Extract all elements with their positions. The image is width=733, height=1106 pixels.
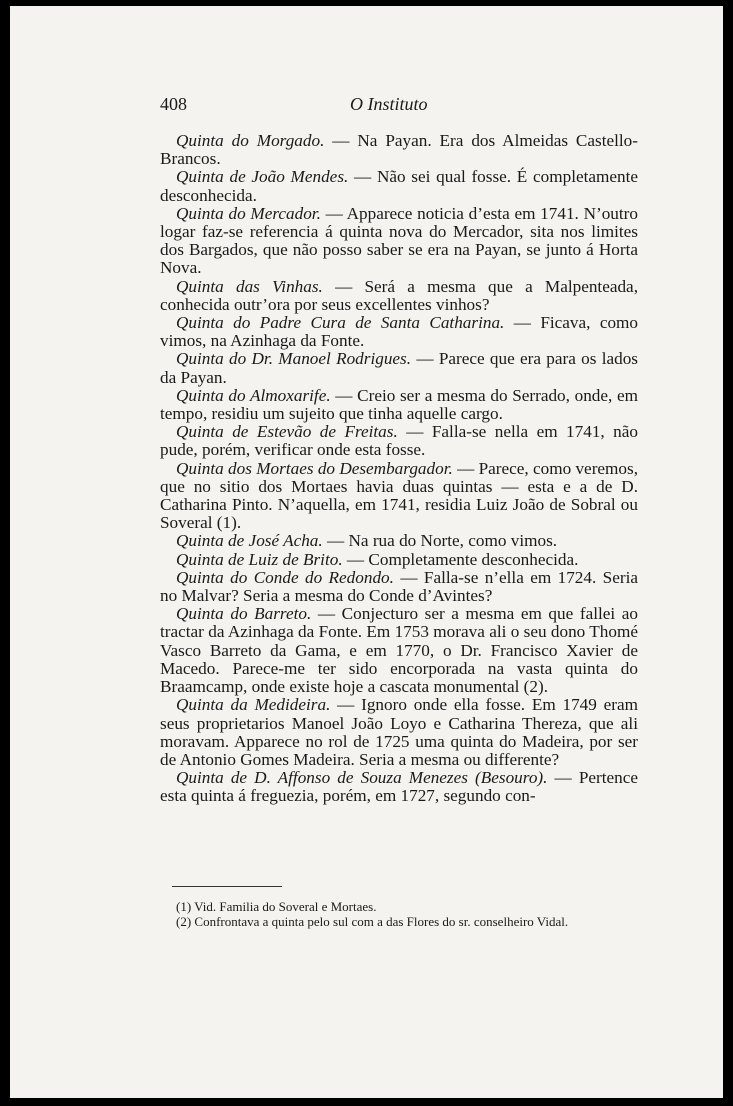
entry-text: — Será a mesma que a Malpenteada, conhecida outr’ora por seus excellentes vinhos?: [160, 276, 638, 314]
entry-text: — Falla-se nella em 1741, não pude, porém, verificar onde esta fosse.: [160, 422, 638, 460]
entry-text: — Na rua do Norte, como vimos.: [322, 531, 558, 551]
entry-quinta-do-conde-do-redondo: [160, 569, 638, 605]
entry-quinta-dos-mortaes: [160, 460, 638, 533]
entry-quinta-das-vinhas: [160, 278, 638, 314]
body-text: [160, 132, 638, 806]
footnote-2: (2) Confrontava a quinta pelo sul com a das Flores do sr. conselheiro Vidal.: [176, 914, 569, 929]
entry-name: Quinta de Estevão de Freitas.: [176, 422, 398, 442]
entry-name: Quinta do Morgado.: [176, 131, 325, 150]
entry-quinta-de-joao-mendes: [160, 168, 638, 204]
entry-quinta-de-luiz-de-brito: [160, 551, 638, 569]
entry-text: — Ficava, como vimos, na Azinhaga da Fonte.: [160, 313, 639, 351]
entry-quinta-do-almoxarife: [160, 387, 638, 423]
page-number: 408: [160, 94, 187, 114]
entry-name: Quinta do Dr. Manoel Rodrigues.: [176, 349, 412, 369]
entry-quinta-da-medideira: [160, 696, 638, 769]
entry-quinta-de-jose-acha: [160, 532, 638, 550]
entry-quinta-de-d-affonso: [160, 769, 638, 805]
entry-quinta-de-estevao-de-freitas: [160, 423, 638, 459]
entry-quinta-do-barreto: [160, 605, 638, 696]
entry-name: Quinta de João Mendes.: [176, 167, 349, 187]
book-page: [10, 6, 723, 1098]
footnote-divider: [172, 886, 282, 887]
footnotes: [160, 899, 638, 929]
entry-text: — Parece, como veremos, que no sitio dos Mortaes havia duas quintas — esta e a de D. Catharina Pinto. N’aquella, em 1741, residia Luiz João de Sobral ou Soveral (1).: [160, 458, 638, 533]
entry-quinta-do-mercador: [160, 205, 638, 278]
page-header: [160, 94, 640, 120]
entry-name: Quinta de D. Affonso de Souza Menezes (Besouro).: [176, 768, 548, 788]
entry-text: — Na Payan. Era dos Almeidas Castello-Brancos.: [160, 131, 638, 169]
entry-name: Quinta do Conde do Redondo.: [176, 567, 394, 587]
entry-name: Quinta de Luiz de Brito.: [176, 549, 343, 569]
entry-name: Quinta do Mercador.: [176, 203, 321, 223]
entry-text: — Completamente desconhecida.: [342, 549, 579, 569]
entry-text: — Conjecturo ser a mesma em que fallei ao tractar da Azinhaga da Fonte. Em 1753 morava ali o seu dono Thomé Vasco Barreto da Gama, e em 1770, o Dr. Francisco Xavier de Macedo. Parece-me ter sido encorporada na vasta quinta do Braamcamp, onde existe hoje a cascata monumental (2).: [160, 604, 638, 697]
entry-name: Quinta do Barreto.: [176, 604, 312, 624]
entry-text: — Creio ser a mesma do Serrado, onde, em tempo, residiu um sujeito que tinha aquelle cargo.: [160, 385, 638, 424]
entry-quinta-do-morgado: [160, 132, 638, 168]
entry-text: — Apparece noticia d’esta em 1741. N’outro logar faz-se referencia á quinta nova do Mercador, sita nos limites dos Bargados, que não posso saber se era na Payan, se junto á Horta Nova.: [160, 203, 638, 278]
entry-text: — Falla-se n’ella em 1724. Seria no Malvar? Seria a mesma do Conde d’Avintes?: [160, 567, 638, 606]
entry-text: — Não sei qual fosse. É completamente desconhecida.: [160, 167, 639, 205]
entry-name: Quinta das Vinhas.: [176, 276, 323, 296]
entry-text: — Parece que era para os lados da Payan.: [160, 349, 638, 387]
entry-text: — Ignoro onde ella fosse. Em 1749 eram seus proprietarios Manoel João Loyo e Catharina Thereza, que ali moravam. Apparece no rol de 1725 uma quinta do Madeira, por ser de Antonio Gomes Madeira. Seria a mesma ou differente?: [160, 695, 638, 769]
entry-quinta-do-dr-manoel-rodrigues: [160, 350, 638, 386]
entry-name: Quinta do Almoxarife.: [176, 385, 331, 405]
entry-text: — Pertence esta quinta á freguezia, porém, em 1727, segundo con-: [160, 768, 638, 806]
entry-name: Quinta de José Acha.: [176, 531, 323, 551]
footnote-1: (1) Vid. Familia do Soveral e Mortaes.: [176, 899, 377, 914]
entry-name: Quinta dos Mortaes do Desembargador.: [176, 458, 453, 478]
running-title: O Instituto: [350, 94, 428, 114]
entry-quinta-do-padre-cura: [160, 314, 638, 350]
entry-name: Quinta do Padre Cura de Santa Catharina.: [176, 313, 505, 333]
entry-name: Quinta da Medideira.: [176, 695, 331, 715]
